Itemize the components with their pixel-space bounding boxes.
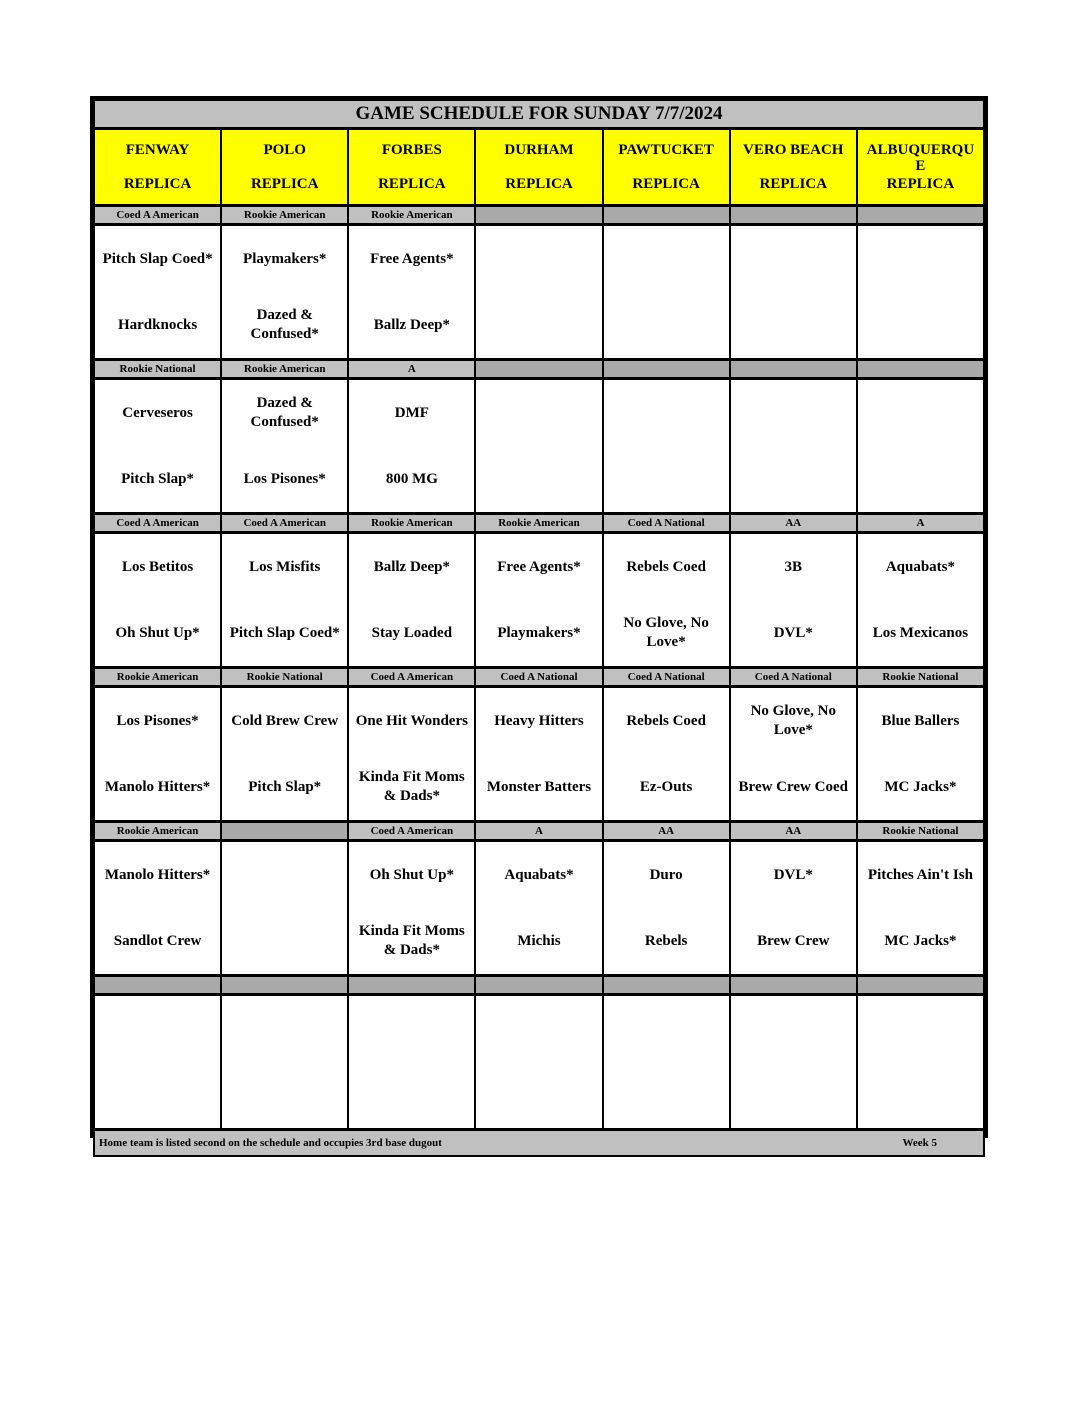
home-team: Sandlot Crew [113, 932, 202, 949]
away-team [731, 1005, 856, 1053]
game-cell [348, 687, 475, 822]
home-team [858, 301, 983, 349]
away-team [476, 389, 601, 437]
game-cell [475, 841, 602, 976]
home-team: Hardknocks [117, 316, 198, 333]
home-team [349, 1071, 474, 1119]
away-team: Cerveseros [122, 404, 193, 421]
game-cell [730, 841, 857, 976]
field-subtitle: REPLICA [505, 176, 573, 192]
home-team: Rebels [644, 932, 688, 949]
field-name: ALBUQUERQU E [866, 142, 975, 174]
home-team: Manolo Hitters* [104, 778, 211, 795]
away-team [604, 1005, 729, 1053]
away-team: DVL* [773, 866, 813, 883]
away-team: Heavy Hitters [494, 712, 584, 729]
schedule-sheet [90, 96, 988, 1149]
division-label: Rookie American [221, 360, 348, 379]
division-row [94, 514, 984, 533]
division-label [603, 360, 730, 379]
game-cell [94, 687, 221, 822]
game-cell [94, 841, 221, 976]
home-team: Brew Crew [757, 932, 830, 949]
game-cell [603, 841, 730, 976]
field-name: FORBES [381, 142, 442, 158]
game-cell [603, 995, 730, 1130]
game-cell [857, 687, 984, 822]
away-team: Free Agents* [370, 250, 454, 267]
division-label [857, 360, 984, 379]
home-team: Oh Shut Up* [115, 624, 200, 641]
division-label [475, 360, 602, 379]
home-team: No Glove, No Love* [623, 615, 709, 650]
game-row [94, 687, 984, 822]
game-cell [730, 533, 857, 668]
home-team: Pitch Slap* [121, 470, 195, 487]
away-team: Manolo Hitters* [104, 866, 211, 883]
away-team [222, 851, 347, 899]
field-header-row [94, 129, 984, 206]
game-row [94, 225, 984, 360]
away-team [95, 1005, 220, 1053]
game-row [94, 841, 984, 976]
home-team [604, 301, 729, 349]
field-subtitle: REPLICA [759, 176, 828, 192]
game-cell [475, 533, 602, 668]
division-label: A [348, 360, 475, 379]
game-cell [730, 379, 857, 514]
division-label [730, 206, 857, 225]
game-cell [857, 225, 984, 360]
away-team: Aquabats* [885, 558, 956, 575]
division-label: Rookie American [475, 514, 602, 533]
away-team: Duro [649, 866, 683, 883]
away-team [731, 235, 856, 283]
field-subtitle: REPLICA [250, 176, 319, 192]
home-team: Kinda Fit Moms & Dads* [358, 923, 465, 958]
home-team [95, 1071, 220, 1119]
game-cell [730, 225, 857, 360]
home-team [858, 455, 983, 503]
away-team: Pitches Ain't Ish [867, 866, 973, 883]
field-header-3 [348, 129, 475, 206]
home-team [222, 1071, 347, 1119]
division-label: Rookie American [348, 514, 475, 533]
footer-note: Home team is listed second on the schedule and occupies 3rd base dugout [99, 1137, 442, 1149]
division-row [94, 976, 984, 995]
game-cell [348, 533, 475, 668]
away-team [222, 1005, 347, 1053]
division-label: Rookie American [94, 822, 221, 841]
home-team: 800 MG [385, 470, 438, 487]
game-cell [94, 379, 221, 514]
division-label: Coed A National [730, 668, 857, 687]
game-cell [475, 225, 602, 360]
field-name: DURHAM [504, 142, 574, 158]
away-team: One Hit Wonders [355, 712, 468, 729]
game-cell [221, 995, 348, 1130]
home-team [604, 1071, 729, 1119]
home-team: Michis [517, 932, 561, 949]
title-row [94, 100, 984, 129]
home-team: Los Mexicanos [872, 624, 969, 641]
division-label: Rookie American [348, 206, 475, 225]
game-cell [348, 225, 475, 360]
home-team: Kinda Fit Moms & Dads* [358, 769, 465, 804]
division-label: Coed A American [348, 668, 475, 687]
field-name: VERO BEACH [743, 142, 844, 158]
game-row [94, 533, 984, 668]
game-cell [221, 687, 348, 822]
game-cell [857, 379, 984, 514]
game-cell [603, 533, 730, 668]
away-team [604, 389, 729, 437]
home-team [858, 1071, 983, 1119]
away-team: Free Agents* [497, 558, 581, 575]
away-team: Los Misfits [249, 558, 321, 575]
game-cell [94, 995, 221, 1130]
division-row [94, 668, 984, 687]
game-cell [857, 995, 984, 1130]
field-header-4 [475, 129, 602, 206]
division-label: Rookie National [857, 668, 984, 687]
away-team: Los Pisones* [116, 712, 199, 729]
away-team: Ballz Deep* [373, 558, 450, 575]
home-team [731, 455, 856, 503]
division-label [94, 976, 221, 995]
game-cell [475, 995, 602, 1130]
game-cell [603, 225, 730, 360]
away-team: Oh Shut Up* [369, 866, 454, 883]
division-label: AA [730, 514, 857, 533]
home-team [476, 1071, 601, 1119]
division-label: Coed A American [94, 514, 221, 533]
home-team [731, 1071, 856, 1119]
home-team: Playmakers* [497, 624, 581, 641]
away-team: Dazed & Confused* [250, 395, 319, 430]
division-label: Coed A American [348, 822, 475, 841]
home-team: MC Jacks* [884, 778, 957, 795]
game-cell [730, 687, 857, 822]
home-team: Los Pisones* [243, 470, 326, 487]
division-label: Rookie National [221, 668, 348, 687]
away-team: DMF [394, 404, 429, 421]
away-team: Rebels Coed [626, 712, 706, 729]
away-team: Playmakers* [243, 250, 327, 267]
division-label: Coed A National [475, 668, 602, 687]
field-subtitle: REPLICA [632, 176, 700, 192]
division-label [221, 976, 348, 995]
away-team [858, 235, 983, 283]
home-team [731, 301, 856, 349]
division-label [475, 976, 602, 995]
game-cell [348, 841, 475, 976]
away-team: No Glove, No Love* [750, 703, 836, 738]
division-label [475, 206, 602, 225]
division-row [94, 822, 984, 841]
schedule-table [93, 99, 985, 1157]
home-team: DVL* [773, 624, 813, 641]
away-team [858, 1005, 983, 1053]
away-team: Pitch Slap Coed* [102, 250, 213, 267]
division-label [603, 976, 730, 995]
home-team: Ez-Outs [639, 778, 693, 795]
home-team: Stay Loaded [371, 624, 453, 641]
away-team: Los Betitos [121, 558, 194, 575]
away-team [349, 1005, 474, 1053]
away-team [731, 389, 856, 437]
away-team [858, 389, 983, 437]
division-row [94, 206, 984, 225]
game-cell [221, 841, 348, 976]
away-team [476, 1005, 601, 1053]
field-subtitle: REPLICA [123, 176, 192, 192]
game-cell [730, 995, 857, 1130]
schedule-title: GAME SCHEDULE FOR SUNDAY 7/7/2024 [94, 100, 984, 129]
division-label: Coed A National [603, 668, 730, 687]
home-team [604, 455, 729, 503]
game-cell [348, 995, 475, 1130]
division-label [603, 206, 730, 225]
field-header-5 [603, 129, 730, 206]
footer-row [94, 1130, 984, 1157]
field-header-6 [730, 129, 857, 206]
field-header-7 [857, 129, 984, 206]
game-cell [221, 225, 348, 360]
division-label [348, 976, 475, 995]
division-label [857, 976, 984, 995]
division-label [221, 822, 348, 841]
game-cell [94, 225, 221, 360]
division-label: Coed A American [94, 206, 221, 225]
field-subtitle: REPLICA [886, 176, 955, 192]
division-row [94, 360, 984, 379]
field-name: POLO [263, 142, 306, 158]
away-team: 3B [784, 558, 803, 575]
division-label: Rookie National [94, 360, 221, 379]
game-row [94, 995, 984, 1130]
division-label [730, 976, 857, 995]
week-label: Week 5 [902, 1137, 937, 1149]
game-cell [94, 533, 221, 668]
footer-cell [94, 1130, 984, 1157]
game-cell [348, 379, 475, 514]
division-label: Rookie National [857, 822, 984, 841]
game-cell [857, 533, 984, 668]
game-cell [221, 533, 348, 668]
field-name: PAWTUCKET [618, 142, 714, 158]
division-label: A [857, 514, 984, 533]
away-team [604, 235, 729, 283]
game-cell [475, 379, 602, 514]
division-label [730, 360, 857, 379]
division-label: Coed A American [221, 514, 348, 533]
game-cell [475, 687, 602, 822]
game-cell [857, 841, 984, 976]
away-team: Rebels Coed [626, 558, 706, 575]
game-cell [221, 379, 348, 514]
division-label: Rookie American [94, 668, 221, 687]
home-team: Ballz Deep* [373, 316, 450, 333]
away-team [476, 235, 601, 283]
game-row [94, 379, 984, 514]
away-team: Blue Ballers [881, 712, 960, 729]
home-team: Pitch Slap* [248, 778, 322, 795]
home-team: Monster Batters [486, 778, 592, 795]
home-team: Brew Crew Coed [738, 778, 848, 795]
field-subtitle: REPLICA [378, 176, 446, 192]
division-label [857, 206, 984, 225]
field-name: FENWAY [125, 142, 190, 158]
game-cell [603, 687, 730, 822]
home-team: Pitch Slap Coed* [229, 624, 340, 641]
division-label: Coed A National [603, 514, 730, 533]
division-label: A [475, 822, 602, 841]
away-team: Cold Brew Crew [231, 712, 339, 729]
field-header-2 [221, 129, 348, 206]
game-cell [603, 379, 730, 514]
field-header-1 [94, 129, 221, 206]
home-team [476, 455, 601, 503]
away-team: Aquabats* [504, 866, 574, 883]
division-label: AA [730, 822, 857, 841]
home-team [222, 917, 347, 965]
home-team: MC Jacks* [884, 932, 957, 949]
home-team [476, 301, 601, 349]
division-label: AA [603, 822, 730, 841]
home-team: Dazed & Confused* [250, 307, 319, 342]
division-label: Rookie American [221, 206, 348, 225]
